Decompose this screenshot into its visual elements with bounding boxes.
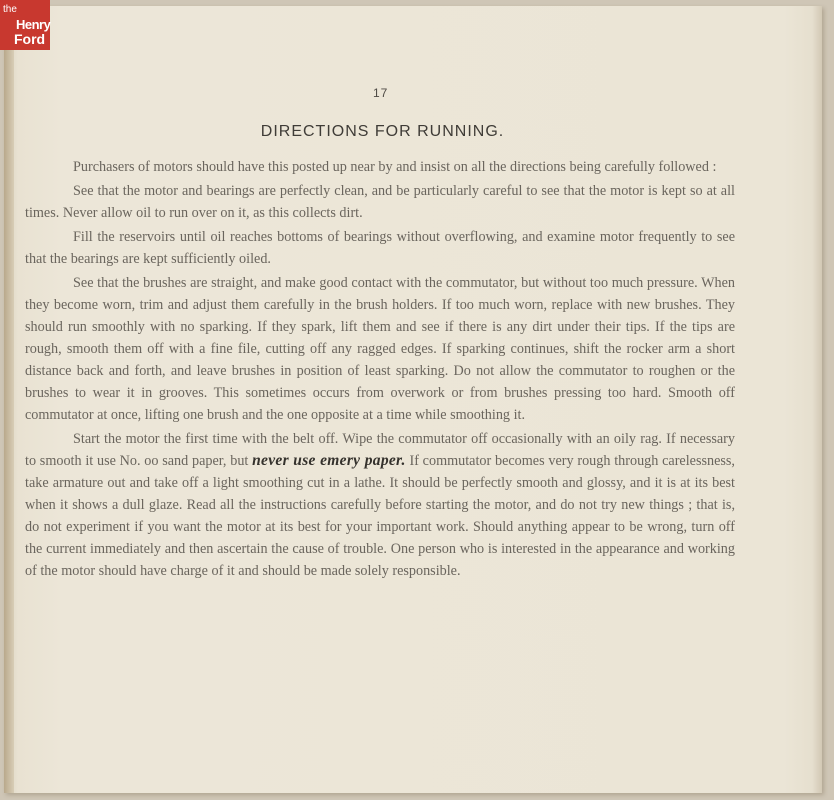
paragraph-brushes: See that the brushes are straight, and make good contact with the commutator, but without too much pressure. When they become worn, trim and adjust them carefully in the brush holders. If too much worn, replace with new brushes. They should run smoothly with no sparking. If they spark, lift them and see if there is any dirt under their tips. If the tips are rough, smooth them off with a fine file, cutting off any ragged edges. If sparking continues, shift the rocker arm a short distance back and forth, and leave brushes in position of least sparking. Do not allow the commutator to roughen or the brushes to wear it in grooves. This sometimes occurs from overwork or from brushes pressing too hard. Smooth off commutator at once, lifting one brush and the one opposite at a time while smoothing it. [25,275,735,423]
emphasis-warning: never use emery paper. [252,452,406,469]
page-heading: DIRECTIONS FOR RUNNING. [260,123,505,140]
paragraph-reservoirs: Fill the reservoirs until oil reaches bottoms of bearings without overflowing, and examine motor frequently to see that the bearings are kept sufficiently oiled. [25,229,735,267]
paragraph-starting-rest: If commutator becomes very rough through carelessness, take armature out and take off a light smoothing cut in a lathe. It should be perfectly smooth and glossy, and it is at its best when it shows a dull glaze. Read all the instructions carefully before starting the motor, and do not try new things ; that is, do not experiment if you want the motor at its best for your important work. Should anything appear to be wrong, turn off the current immediately and then ascertain the cause of trouble. One person who is interested in the appearance and working of the motor should have charge of it and should be made solely responsible. [25,453,735,579]
henry-ford-logo [0,0,50,50]
logo-text-ford: Ford [14,31,46,47]
paragraph-starting [25,428,735,582]
paragraph-starting-text: Start the motor the first time with the belt off. Wipe the commutator off occasionally with an oily rag. If necessary to smooth it use No. oo sand paper, but [25,431,735,469]
page-right-edge [812,6,822,793]
paragraph-cleanliness: See that the motor and bearings are perfectly clean, and be particularly careful to see that the motor is kept so at all times. Never allow oil to run over on it, as this collects dirt. [25,183,735,221]
document-body [25,156,735,584]
paragraph-posting: Purchasers of motors should have this posted up near by and insist on all the directions being carefully followed : [73,159,717,175]
logo-text-henry: Henry [16,17,51,32]
logo-text-the: the [3,4,17,15]
document-page [4,6,822,793]
page-number: 17 [373,86,389,100]
